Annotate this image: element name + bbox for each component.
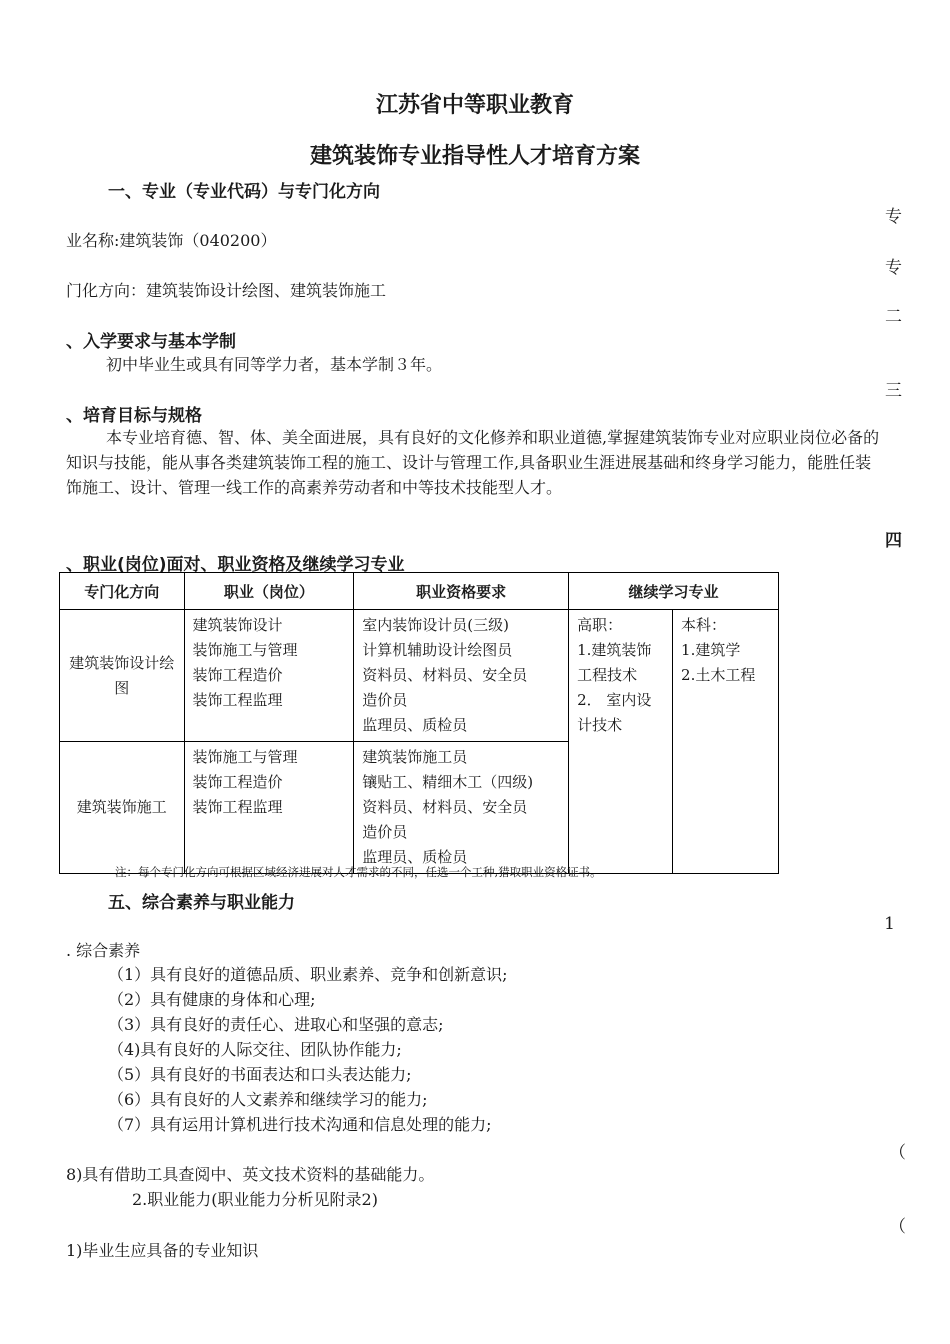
specialization-directions: 门化方向：建筑装饰设计绘图、建筑装饰施工 xyxy=(66,281,387,300)
table-header: 继续学习专业 xyxy=(569,573,779,610)
qual-item: 造价员 xyxy=(362,823,408,841)
job-item: 建筑装饰设计 xyxy=(192,616,283,634)
job-item: 装饰工程造价 xyxy=(192,666,283,684)
section5-heading: 五、综合素养与职业能力 xyxy=(108,893,295,913)
document-title-line1: 江苏省中等职业教育 xyxy=(375,93,574,118)
qual-item: 监理员、质检员 xyxy=(362,848,468,866)
list-item: （7）具有运用计算机进行技术沟通和信息处理的能力; xyxy=(108,1115,492,1134)
job-item: 装饰工程造价 xyxy=(192,773,283,791)
margin-char: （ xyxy=(889,1143,906,1163)
further-item: 1.建筑装饰 xyxy=(577,641,652,659)
table-header: 职业资格要求 xyxy=(354,573,569,610)
table-header: 职业（岗位） xyxy=(184,573,354,610)
qual-item: 镶贴工、精细木工（四级) xyxy=(362,773,534,791)
margin-char: 三 xyxy=(885,381,902,401)
section3-heading: 、培育目标与规格 xyxy=(66,406,202,426)
section1-heading: 一、专业（专业代码）与专门化方向 xyxy=(108,182,380,202)
further-undergrad-cell xyxy=(673,610,779,874)
margin-char: 1 xyxy=(884,914,895,934)
professional-knowledge-subheading: 1)毕业生应具备的专业知识 xyxy=(66,1241,259,1260)
qual-item: 建筑装饰施工员 xyxy=(362,748,468,766)
margin-char: 四 xyxy=(885,531,902,551)
quals-cell xyxy=(354,610,569,742)
further-item: 本科： xyxy=(681,616,727,634)
job-item: 装饰工程监理 xyxy=(192,798,283,816)
table-header: 专门化方向 xyxy=(60,573,185,610)
document-title-line2: 建筑装饰专业指导性人才培育方案 xyxy=(309,144,640,169)
list-item: （3）具有良好的责任心、进取心和坚强的意志; xyxy=(108,1015,444,1034)
list-item-8: 8)具有借助工具查阅中、英文技术资料的基础能力。 xyxy=(66,1165,435,1184)
direction-label: 建筑装饰施工 xyxy=(76,798,167,816)
qual-item: 资料员、材料员、安全员 xyxy=(362,666,528,684)
margin-char: 专 xyxy=(885,258,902,278)
list-item: （2）具有健康的身体和心理; xyxy=(108,990,316,1009)
qual-item: 监理员、质检员 xyxy=(362,716,468,734)
competency-subheading: . 综合素养 xyxy=(66,941,141,960)
admission-text: 初中毕业生或具有同等学力者，基本学制３年。 xyxy=(106,355,443,374)
jobs-cell xyxy=(184,610,354,742)
vocational-ability-subheading: 2.职业能力(职业能力分析见附录2) xyxy=(132,1190,378,1209)
further-item: 1.建筑学 xyxy=(681,641,741,659)
margin-char: 专 xyxy=(885,207,902,227)
competency-list xyxy=(108,962,508,1137)
direction-cell xyxy=(60,610,185,742)
list-item: （1）具有良好的道德品质、职业素养、竞争和创新意识; xyxy=(108,965,508,984)
further-item: 计技术 xyxy=(577,716,623,734)
major-name: 业名称:建筑装饰（040200） xyxy=(66,231,277,250)
occupation-table xyxy=(59,572,779,874)
further-vocational-cell xyxy=(569,610,673,874)
further-item: 高职： xyxy=(577,616,623,634)
direction-cell xyxy=(60,742,185,874)
list-item: （6）具有良好的人文素养和继续学习的能力; xyxy=(108,1090,428,1109)
jobs-cell xyxy=(184,742,354,874)
list-item: （4)具有良好的人际交往、团队协作能力; xyxy=(108,1040,402,1059)
training-goal-paragraph: 本专业培育德、智、体、美全面进展，具有良好的文化修养和职业道德,掌握建筑装饰专业对应职业岗位必备的知识与技能，能从事各类建筑装饰工程的施工、设计与管理工作,具备职业生涯进展基础和终身学习能力，能胜任装饰施工、设计、管理一线工作的高素养劳动者和中等技术技能型人才。 xyxy=(66,428,880,497)
table-row xyxy=(60,610,779,742)
further-item: 2． 室内设 xyxy=(577,691,652,709)
direction-label: 建筑装饰设计绘图 xyxy=(69,653,175,697)
qual-item: 造价员 xyxy=(362,691,408,709)
section4-heading: 、职业(岗位)面对、职业资格及继续学习专业 xyxy=(66,555,405,575)
qual-item: 资料员、材料员、安全员 xyxy=(362,798,528,816)
margin-char: （ xyxy=(889,1217,906,1237)
job-item: 装饰施工与管理 xyxy=(192,748,298,766)
qual-item: 室内装饰设计员(三级) xyxy=(362,616,509,634)
section2-heading: 、入学要求与基本学制 xyxy=(66,332,236,352)
job-item: 装饰工程监理 xyxy=(192,691,283,709)
table-note: 注：每个专门化方向可根据区域经济进展对人才需求的不同，任选一个工种,猎取职业资格证书。 xyxy=(115,865,602,879)
margin-char: 二 xyxy=(885,307,902,327)
qual-item: 计算机辅助设计绘图员 xyxy=(362,641,513,659)
quals-cell xyxy=(354,742,569,874)
further-item: 2.土木工程 xyxy=(681,666,756,684)
list-item: （5）具有良好的书面表达和口头表达能力; xyxy=(108,1065,412,1084)
further-item: 工程技术 xyxy=(577,666,638,684)
table-header-row xyxy=(60,573,779,610)
job-item: 装饰施工与管理 xyxy=(192,641,298,659)
